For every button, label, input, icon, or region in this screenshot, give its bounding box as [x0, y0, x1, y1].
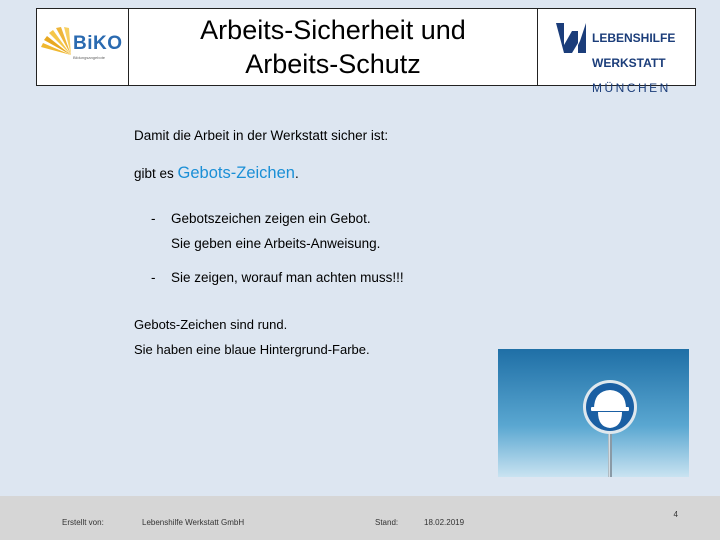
- stand-date: 18.02.2019: [424, 518, 465, 527]
- gibt-es-text: gibt es: [134, 166, 174, 181]
- bullet-dash-2: -: [151, 270, 156, 285]
- page-number: 4: [673, 510, 678, 519]
- lebenshilfe-mark-icon: [554, 21, 588, 55]
- footer: [0, 496, 720, 540]
- bullet-2-line1: Sie zeigen, worauf man achten muss!!!: [171, 270, 404, 285]
- header: [36, 8, 696, 95]
- lebenshilfe-line3: MÜNCHEN: [592, 80, 671, 95]
- created-by-label: Erstellt von:: [62, 518, 104, 527]
- biko-logo: [37, 9, 129, 85]
- bullet-dash-1: -: [151, 211, 156, 226]
- lebenshilfe-line1: LEBENSHILFE: [592, 30, 676, 45]
- intro-text: Damit die Arbeit in der Werkstatt sicher ist:: [134, 128, 389, 143]
- page-title: Arbeits-Sicherheit und Arbeits-Schutz: [200, 15, 466, 79]
- gibt-es-line: [134, 164, 299, 183]
- gebots-zeichen-highlight: Gebots-Zeichen: [177, 164, 295, 182]
- note-line-1: Gebots-Zeichen sind rund.: [134, 317, 288, 332]
- stand-label: Stand:: [375, 518, 399, 527]
- lebenshilfe-text: [592, 19, 675, 107]
- fan-icon: [39, 27, 73, 57]
- biko-logo-name: BiKO: [73, 33, 123, 54]
- note-line-2: Sie haben eine blaue Hintergrund-Farbe.: [134, 342, 370, 357]
- period: .: [294, 166, 299, 181]
- bullet-1-line2: Sie geben eine Arbeits-Anweisung.: [171, 236, 381, 251]
- hard-hat-mandatory-sign-icon: [498, 349, 689, 477]
- bullet-1-line1: Gebotszeichen zeigen ein Gebot.: [171, 211, 371, 226]
- lebenshilfe-line2: WERKSTATT: [592, 55, 666, 70]
- created-by-value: Lebenshilfe Werkstatt GmbH: [142, 518, 245, 527]
- biko-logo-subtitle: Bildungsangebote: [73, 55, 106, 60]
- lebenshilfe-logo: [537, 9, 695, 95]
